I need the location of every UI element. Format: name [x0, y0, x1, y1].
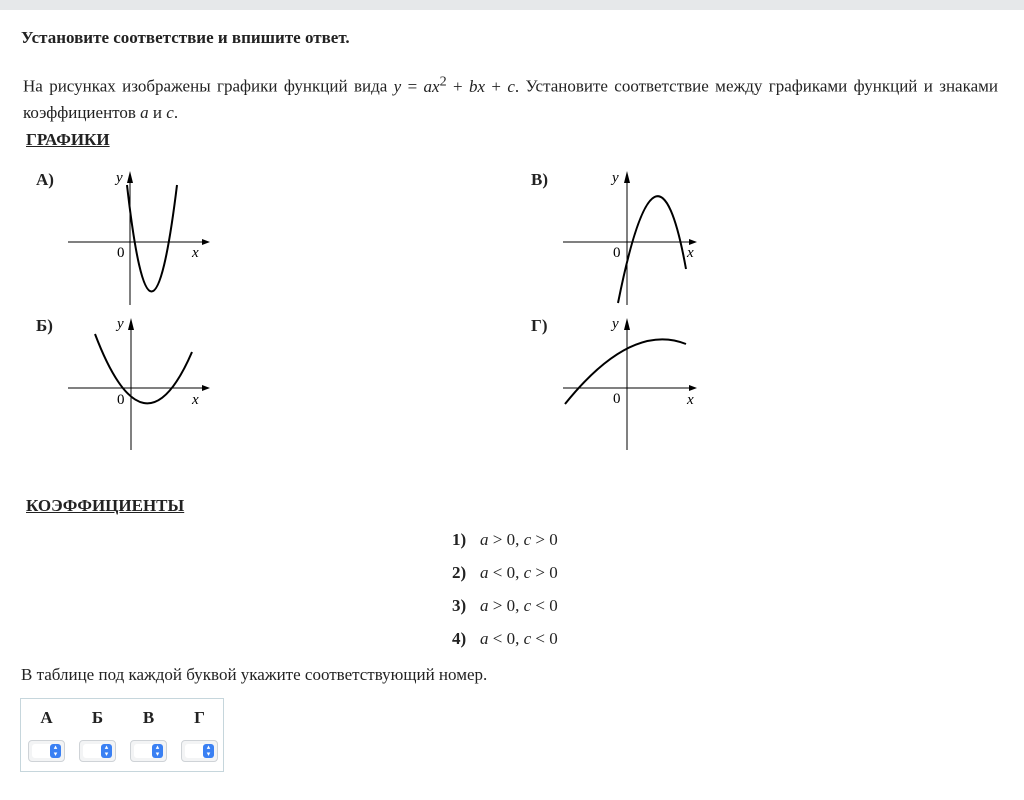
graphs-heading: ГРАФИКИ [26, 130, 110, 149]
chevron-up-down-icon: ▴ ▾ [50, 744, 61, 758]
answer-letter-b: Б [91, 708, 104, 727]
answer-column-b [72, 699, 123, 771]
parabola-curve [565, 339, 686, 404]
coefficient-option-1: 1) a > 0, c > 0 [452, 530, 558, 549]
task-title: Установите соответствие и впишите ответ. [21, 28, 350, 47]
chevron-up-down-icon: ▴ ▾ [152, 744, 163, 758]
top-bar [0, 0, 1024, 10]
parabola-curve [95, 334, 192, 403]
svg-text:y: y [612, 316, 619, 332]
svg-text:x: x [687, 392, 694, 408]
parabola-curve [618, 196, 686, 303]
parabola-curve [127, 185, 177, 292]
coef-c: c [166, 102, 174, 122]
origin-label: 0 [117, 245, 125, 261]
graph-a [60, 165, 210, 310]
svg-text:x: x [687, 245, 694, 261]
problem-text-1: На рисунках изображены графики функций вида [23, 76, 388, 96]
coef-a: a [140, 102, 149, 122]
answer-letter-v: В [142, 708, 155, 727]
answer-letter-a: А [40, 708, 53, 727]
problem-text-2: Установите соответствие между графиками функций и знаками коэффициентов [23, 76, 998, 122]
graph-v [555, 165, 705, 310]
answer-select-a[interactable] [28, 740, 65, 762]
answer-table [20, 698, 224, 772]
graph-label-b: Б) [36, 316, 53, 335]
x-axis-arrow [202, 239, 210, 245]
chevron-up-down-icon: ▴ ▾ [203, 744, 214, 758]
problem-statement: На рисунках изображены графики функций вида $y = ax^2$ + bx + c. Установите соответствие между графиками функций и знаками коэффициентов a и c. [23, 73, 998, 122]
graph-label-a: А) [36, 170, 54, 189]
graph-label-v: В) [531, 170, 548, 189]
graph-b [60, 312, 210, 457]
coefficient-option-3: 3) a > 0, c < 0 [452, 596, 558, 615]
svg-text:y: y [117, 316, 124, 332]
x-axis-label: x [192, 245, 199, 261]
y-axis-arrow [127, 171, 133, 183]
answer-select-g[interactable] [181, 740, 218, 762]
formula: $y = ax^2$ + bx + c. [393, 73, 520, 96]
svg-text:0: 0 [117, 392, 125, 408]
svg-text:0: 0 [613, 391, 621, 407]
answer-select-b[interactable] [79, 740, 116, 762]
y-axis-label: y [116, 170, 123, 186]
answer-column-v [123, 699, 174, 771]
svg-text:x: x [192, 392, 199, 408]
coefficient-option-4: 4) a < 0, c < 0 [452, 629, 558, 648]
graph-g [555, 312, 705, 457]
chevron-up-down-icon: ▴ ▾ [101, 744, 112, 758]
svg-text:0: 0 [613, 245, 621, 261]
coefficients-heading: КОЭФФИЦИЕНТЫ [26, 496, 185, 515]
svg-text:y: y [612, 170, 619, 186]
answer-instruction: В таблице под каждой буквой укажите соответствующий номер. [21, 665, 488, 684]
coefficient-option-2: 2) a < 0, c > 0 [452, 563, 558, 582]
graph-label-g: Г) [531, 316, 548, 335]
answer-letter-g: Г [194, 708, 205, 727]
answer-select-v[interactable] [130, 740, 167, 762]
answer-column-a [21, 699, 72, 771]
answer-column-g [174, 699, 225, 771]
